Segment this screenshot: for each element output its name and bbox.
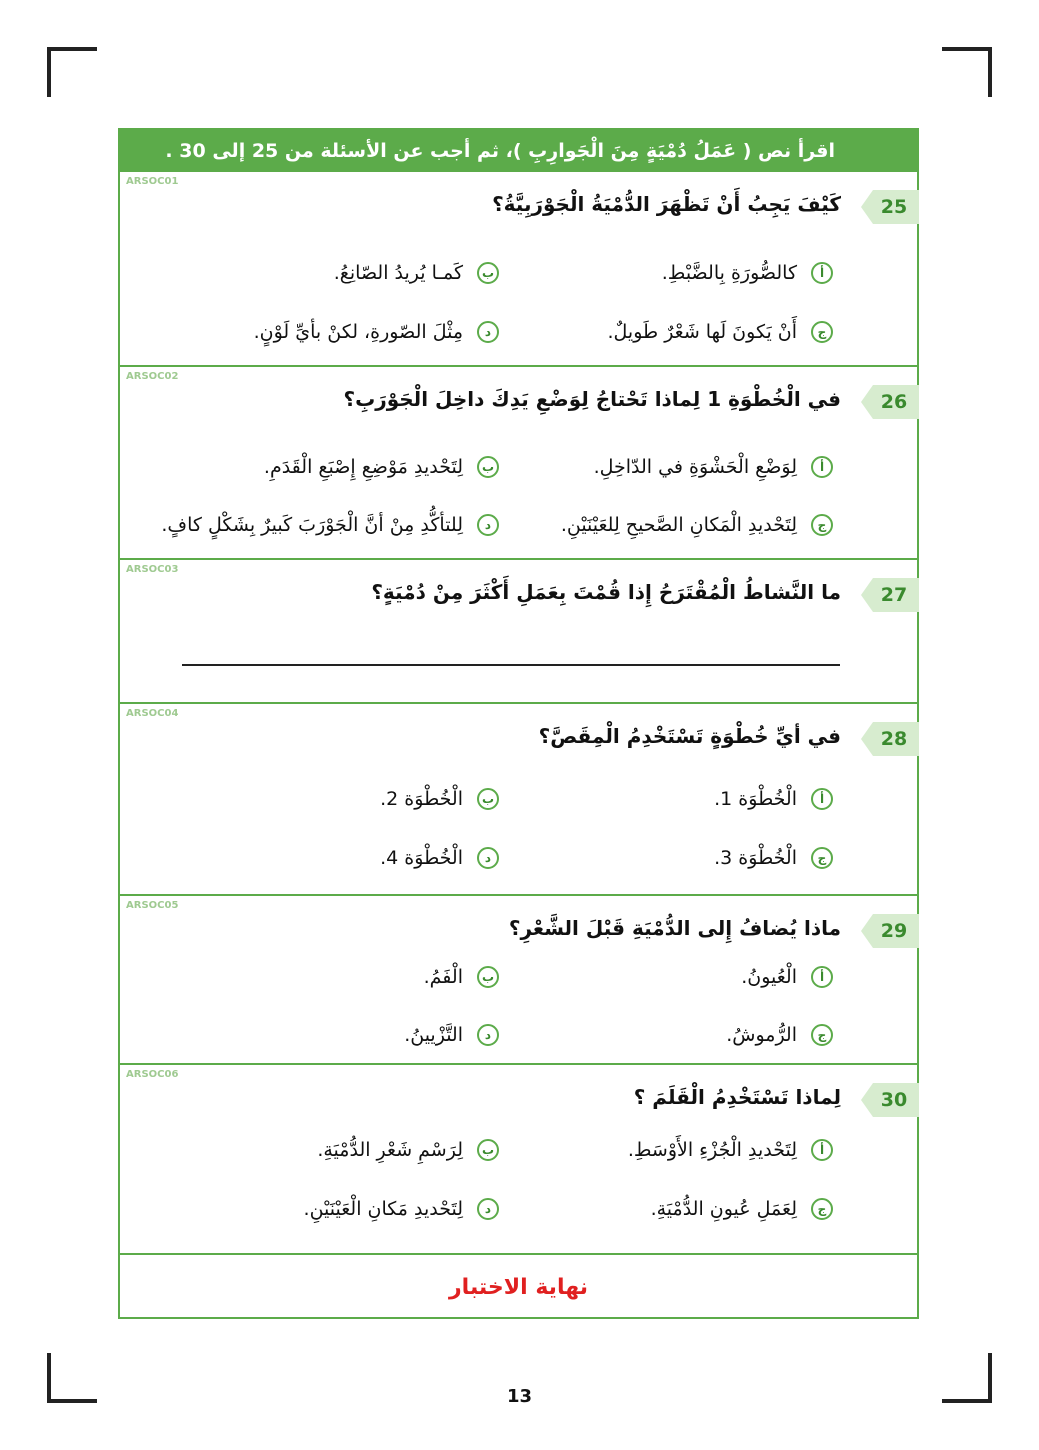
instruction-text: اقرأ نص ( عَمَلُ دُمْيَةٍ مِنَ الْجَوارِبِ )، ثم أجب عن الأسئلة من 25 إلى 30 . bbox=[165, 140, 835, 162]
question-27 bbox=[120, 560, 917, 704]
option-letter-c: ج bbox=[811, 847, 833, 869]
question-number-badge bbox=[861, 578, 919, 612]
option-text: الْخُطْوَة 1. bbox=[714, 788, 797, 810]
answer-line[interactable] bbox=[182, 664, 840, 666]
option-a[interactable] bbox=[714, 788, 833, 810]
option-c[interactable] bbox=[561, 514, 833, 536]
option-text: الْخُطْوَة 2. bbox=[380, 788, 463, 810]
option-text: لِوَضْعِ الْحَشْوَةِ في الدّاخِلِ. bbox=[593, 456, 797, 478]
question-code: ARSOC06 bbox=[126, 1069, 179, 1080]
question-code: ARSOC04 bbox=[126, 708, 179, 719]
question-number: 26 bbox=[880, 391, 908, 413]
option-letter-a: أ bbox=[811, 1139, 833, 1161]
option-letter-b: ب bbox=[477, 1139, 499, 1161]
crop-mark-top-left bbox=[47, 47, 97, 97]
option-text: لِتَحْديدِ الْمَكانِ الصَّحيحِ لِلعَيْنَيْنِ. bbox=[560, 514, 797, 536]
option-b[interactable] bbox=[424, 966, 499, 988]
option-letter-d: د bbox=[477, 1198, 499, 1220]
question-number: 28 bbox=[880, 728, 908, 750]
instruction-header bbox=[120, 130, 917, 172]
option-c[interactable] bbox=[714, 847, 833, 869]
option-text: الْخُطْوَة 3. bbox=[714, 847, 797, 869]
option-text: كالصُّورَةِ بِالضَّبْطِ. bbox=[661, 262, 797, 284]
option-letter-b: ب bbox=[477, 456, 499, 478]
question-number: 30 bbox=[880, 1089, 908, 1111]
option-text: أَنْ يَكونَ لَها شَعْرٌ طَويلٌ. bbox=[607, 321, 797, 343]
question-code: ARSOC02 bbox=[126, 371, 179, 382]
option-text: الْعُيونُ. bbox=[741, 966, 797, 988]
question-26 bbox=[120, 367, 917, 560]
option-letter-d: د bbox=[477, 847, 499, 869]
question-code: ARSOC05 bbox=[126, 900, 179, 911]
question-number-badge bbox=[861, 722, 919, 756]
option-b[interactable] bbox=[264, 456, 499, 478]
question-text: لِماذا تَسْتَخْدِمُ الْقَلَمَ ؟ bbox=[633, 1085, 841, 1109]
option-a[interactable] bbox=[628, 1139, 833, 1161]
option-text: لِعَمَلِ عُيونِ الدُّمْيَةِ. bbox=[650, 1198, 797, 1220]
option-text: لِرَسْمِ شَعْرِ الدُّمْيَةِ. bbox=[317, 1139, 463, 1161]
question-text: ماذا يُضافُ إِلى الدُّمْيَةِ قَبْلَ الشَّعْرِ؟ bbox=[508, 916, 841, 940]
option-a[interactable] bbox=[594, 456, 833, 478]
option-letter-d: د bbox=[477, 321, 499, 343]
question-number-badge bbox=[861, 914, 919, 948]
option-letter-c: ج bbox=[811, 321, 833, 343]
option-letter-a: أ bbox=[811, 262, 833, 284]
question-number-badge bbox=[861, 385, 919, 419]
question-code: ARSOC03 bbox=[126, 564, 179, 575]
end-of-exam-text: نهاية الاختبار bbox=[449, 1274, 588, 1300]
question-text: ما النَّشاطُ الْمُقْتَرَحُ إِذا قُمْتَ بِعَمَلِ أَكْثَرَ مِنْ دُمْيَةٍ؟ bbox=[371, 580, 841, 604]
option-letter-d: د bbox=[477, 1024, 499, 1046]
option-text: لِتَحْديدِ مَوْضِعِ إِصْبَعِ الْقَدَمِ. bbox=[263, 456, 463, 478]
exam-frame bbox=[118, 128, 919, 1319]
question-28 bbox=[120, 704, 917, 896]
option-c[interactable] bbox=[726, 1024, 833, 1046]
question-text: كَيْفَ يَجِبُ أَنْ تَظْهَرَ الدُّمْيَةُ الْجَوْرَبِيَّةُ؟ bbox=[492, 192, 841, 216]
crop-mark-top-right bbox=[942, 47, 992, 97]
option-d[interactable] bbox=[161, 514, 499, 536]
page-number: 13 bbox=[506, 1386, 533, 1407]
option-text: الرُّموشُ. bbox=[726, 1024, 797, 1046]
option-d[interactable] bbox=[404, 1024, 499, 1046]
option-d[interactable] bbox=[304, 1198, 499, 1220]
end-of-exam bbox=[120, 1255, 917, 1319]
option-letter-a: أ bbox=[811, 456, 833, 478]
option-letter-b: ب bbox=[477, 966, 499, 988]
question-29 bbox=[120, 896, 917, 1065]
question-text: في أيِّ خُطْوَةٍ تَسْتَخْدِمُ الْمِقَصَّ؟ bbox=[538, 724, 841, 748]
question-number: 29 bbox=[880, 920, 908, 942]
option-text: لِتَحْديدِ مَكانِ الْعَيْنَيْنِ. bbox=[303, 1198, 463, 1220]
option-b[interactable] bbox=[334, 262, 499, 284]
option-letter-c: ج bbox=[811, 1024, 833, 1046]
option-b[interactable] bbox=[317, 1139, 499, 1161]
option-text: الْخُطْوَة 4. bbox=[380, 847, 463, 869]
option-text: لِلتأكُّدِ مِنْ أنَّ الْجَوْرَبَ كَبيرٌ بِشَكْلٍ كافٍ. bbox=[161, 514, 463, 536]
question-text: في الْخُطْوَةِ 1 لِماذا تَحْتاجُ لِوَضْعِ يَدِكَ داخِلَ الْجَوْرَبِ؟ bbox=[343, 387, 841, 411]
question-number: 25 bbox=[880, 196, 908, 218]
option-letter-c: ج bbox=[811, 514, 833, 536]
option-c[interactable] bbox=[608, 321, 834, 343]
question-30 bbox=[120, 1065, 917, 1255]
option-text: لِتَحْديدِ الْجُزْءِ الأَوْسَطِ. bbox=[627, 1139, 797, 1161]
question-number-badge bbox=[861, 190, 919, 224]
option-text: كَمـا يُريدُ الصّانِعُ. bbox=[333, 262, 463, 284]
option-d[interactable] bbox=[380, 847, 499, 869]
question-number: 27 bbox=[880, 584, 908, 606]
option-letter-a: أ bbox=[811, 966, 833, 988]
option-c[interactable] bbox=[651, 1198, 833, 1220]
option-a[interactable] bbox=[741, 966, 833, 988]
option-letter-a: أ bbox=[811, 788, 833, 810]
option-text: التَّزْيينُ. bbox=[404, 1024, 463, 1046]
option-text: مِثْلَ الصّورةِ، لكنْ بأيِّ لَوْنٍ. bbox=[253, 321, 463, 343]
option-letter-c: ج bbox=[811, 1198, 833, 1220]
option-b[interactable] bbox=[380, 788, 499, 810]
option-letter-d: د bbox=[477, 514, 499, 536]
option-a[interactable] bbox=[662, 262, 833, 284]
option-text: الْفَمُ. bbox=[423, 966, 463, 988]
question-number-badge bbox=[861, 1083, 919, 1117]
option-letter-b: ب bbox=[477, 262, 499, 284]
option-letter-b: ب bbox=[477, 788, 499, 810]
question-code: ARSOC01 bbox=[126, 176, 179, 187]
question-25 bbox=[120, 172, 917, 367]
option-d[interactable] bbox=[254, 321, 499, 343]
